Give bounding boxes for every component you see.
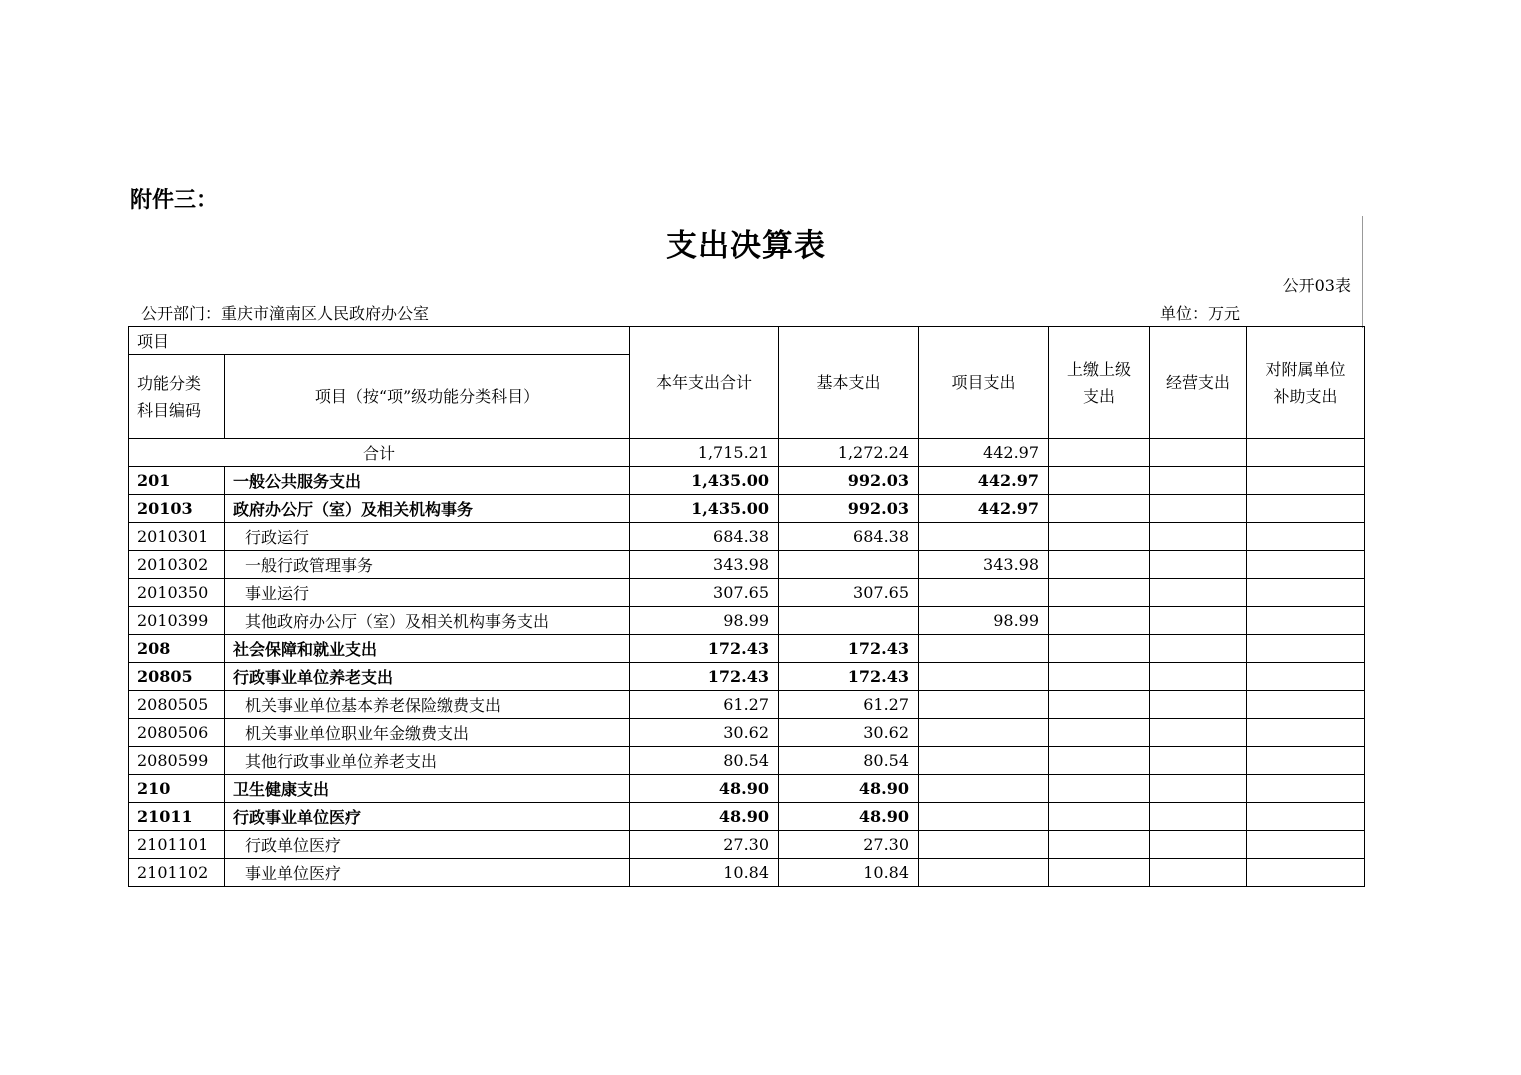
total-total: 1,715.21 xyxy=(630,439,779,467)
header-name: 项目（按“项”级功能分类科目） xyxy=(225,355,630,439)
page-title: 支出决算表 xyxy=(666,228,826,264)
cell-subsidy xyxy=(1247,831,1365,859)
cell-total: 684.38 xyxy=(630,523,779,551)
cell-subsidy xyxy=(1247,747,1365,775)
cell-total: 98.99 xyxy=(630,607,779,635)
table-row xyxy=(129,719,1365,747)
table-row xyxy=(129,607,1365,635)
total-basic: 1,272.24 xyxy=(779,439,919,467)
cell-total: 61.27 xyxy=(630,691,779,719)
cell-name: 机关事业单位基本养老保险缴费支出 xyxy=(225,691,630,719)
cell-project xyxy=(919,719,1049,747)
header-code: 功能分类科目编码 xyxy=(129,355,225,439)
cell-basic: 30.62 xyxy=(779,719,919,747)
cell-business xyxy=(1150,747,1247,775)
cell-basic: 307.65 xyxy=(779,579,919,607)
cell-upper xyxy=(1049,803,1150,831)
cell-business xyxy=(1150,663,1247,691)
cell-code: 201 xyxy=(129,467,225,495)
cell-upper xyxy=(1049,467,1150,495)
cell-total: 48.90 xyxy=(630,803,779,831)
header-project: 项目支出 xyxy=(919,327,1049,439)
table-row xyxy=(129,775,1365,803)
cell-code: 2080506 xyxy=(129,719,225,747)
cell-business xyxy=(1150,831,1247,859)
cell-basic: 992.03 xyxy=(779,495,919,523)
table-row xyxy=(129,495,1365,523)
cell-upper xyxy=(1049,719,1150,747)
cell-project xyxy=(919,775,1049,803)
cell-basic xyxy=(779,607,919,635)
cell-code: 20103 xyxy=(129,495,225,523)
cell-subsidy xyxy=(1247,663,1365,691)
cell-basic: 61.27 xyxy=(779,691,919,719)
cell-subsidy xyxy=(1247,579,1365,607)
cell-project xyxy=(919,635,1049,663)
cell-name: 其他行政事业单位养老支出 xyxy=(225,747,630,775)
cell-business xyxy=(1150,467,1247,495)
cell-project xyxy=(919,747,1049,775)
cell-total: 27.30 xyxy=(630,831,779,859)
table-row xyxy=(129,691,1365,719)
cell-business xyxy=(1150,607,1247,635)
cell-upper xyxy=(1049,663,1150,691)
cell-total: 48.90 xyxy=(630,775,779,803)
cell-project: 442.97 xyxy=(919,495,1049,523)
cell-total: 30.62 xyxy=(630,719,779,747)
cell-code: 2101101 xyxy=(129,831,225,859)
cell-name: 事业运行 xyxy=(225,579,630,607)
cell-upper xyxy=(1049,831,1150,859)
cell-project xyxy=(919,663,1049,691)
cell-upper xyxy=(1049,747,1150,775)
cell-business xyxy=(1150,719,1247,747)
unit-label: 单位：万元 xyxy=(1160,304,1241,323)
cell-business xyxy=(1150,495,1247,523)
header-total: 本年支出合计 xyxy=(630,327,779,439)
cell-upper xyxy=(1049,635,1150,663)
cell-subsidy xyxy=(1247,719,1365,747)
expenditure-table xyxy=(128,326,1365,887)
cell-subsidy xyxy=(1247,803,1365,831)
cell-project xyxy=(919,859,1049,887)
table-row xyxy=(129,803,1365,831)
cell-project: 442.97 xyxy=(919,467,1049,495)
cell-upper xyxy=(1049,495,1150,523)
cell-code: 2101102 xyxy=(129,859,225,887)
header-subsidy: 对附属单位补助支出 xyxy=(1247,327,1365,439)
total-row xyxy=(129,439,1365,467)
total-project: 442.97 xyxy=(919,439,1049,467)
cell-code: 20805 xyxy=(129,663,225,691)
table-row xyxy=(129,747,1365,775)
cell-basic: 80.54 xyxy=(779,747,919,775)
cell-name: 行政运行 xyxy=(225,523,630,551)
header-business: 经营支出 xyxy=(1150,327,1247,439)
cell-basic: 992.03 xyxy=(779,467,919,495)
cell-name: 行政事业单位医疗 xyxy=(225,803,630,831)
cell-code: 2010301 xyxy=(129,523,225,551)
cell-business xyxy=(1150,691,1247,719)
cell-basic: 172.43 xyxy=(779,663,919,691)
cell-name: 社会保障和就业支出 xyxy=(225,635,630,663)
cell-project xyxy=(919,831,1049,859)
cell-code: 2010350 xyxy=(129,579,225,607)
cell-upper xyxy=(1049,775,1150,803)
cell-business xyxy=(1150,803,1247,831)
table-row xyxy=(129,663,1365,691)
cell-basic: 48.90 xyxy=(779,803,919,831)
cell-code: 210 xyxy=(129,775,225,803)
cell-project: 98.99 xyxy=(919,607,1049,635)
table-number: 公开03表 xyxy=(1282,276,1351,295)
cell-total: 172.43 xyxy=(630,663,779,691)
cell-project xyxy=(919,691,1049,719)
department-label: 公开部门：重庆市潼南区人民政府办公室 xyxy=(141,304,430,323)
cell-business xyxy=(1150,523,1247,551)
cell-project xyxy=(919,523,1049,551)
cell-subsidy xyxy=(1247,551,1365,579)
cell-upper xyxy=(1049,551,1150,579)
cell-name: 一般公共服务支出 xyxy=(225,467,630,495)
cell-total: 1,435.00 xyxy=(630,467,779,495)
cell-name: 行政事业单位养老支出 xyxy=(225,663,630,691)
header-basic: 基本支出 xyxy=(779,327,919,439)
table-row xyxy=(129,523,1365,551)
cell-business xyxy=(1150,579,1247,607)
header-upper: 上缴上级支出 xyxy=(1049,327,1150,439)
cell-subsidy xyxy=(1247,859,1365,887)
cell-total: 1,435.00 xyxy=(630,495,779,523)
table-row xyxy=(129,467,1365,495)
cell-code: 2010302 xyxy=(129,551,225,579)
cell-subsidy xyxy=(1247,635,1365,663)
cell-code: 2080505 xyxy=(129,691,225,719)
table-row xyxy=(129,859,1365,887)
cell-subsidy xyxy=(1247,691,1365,719)
cell-subsidy xyxy=(1247,775,1365,803)
cell-business xyxy=(1150,635,1247,663)
header-item: 项目 xyxy=(129,327,630,355)
cell-basic: 10.84 xyxy=(779,859,919,887)
table-row xyxy=(129,551,1365,579)
total-subsidy xyxy=(1247,439,1365,467)
cell-subsidy xyxy=(1247,467,1365,495)
cell-code: 2080599 xyxy=(129,747,225,775)
cell-upper xyxy=(1049,607,1150,635)
cell-name: 行政单位医疗 xyxy=(225,831,630,859)
cell-subsidy xyxy=(1247,523,1365,551)
cell-business xyxy=(1150,859,1247,887)
cell-business xyxy=(1150,551,1247,579)
cell-code: 21011 xyxy=(129,803,225,831)
cell-upper xyxy=(1049,859,1150,887)
cell-basic: 684.38 xyxy=(779,523,919,551)
attachment-label: 附件三： xyxy=(130,187,219,213)
cell-project xyxy=(919,803,1049,831)
cell-upper xyxy=(1049,523,1150,551)
total-label: 合计 xyxy=(129,439,630,467)
cell-business xyxy=(1150,775,1247,803)
total-upper xyxy=(1049,439,1150,467)
table-row xyxy=(129,635,1365,663)
cell-project xyxy=(919,579,1049,607)
cell-basic: 48.90 xyxy=(779,775,919,803)
cell-name: 事业单位医疗 xyxy=(225,859,630,887)
cell-name: 机关事业单位职业年金缴费支出 xyxy=(225,719,630,747)
total-business xyxy=(1150,439,1247,467)
cell-basic: 172.43 xyxy=(779,635,919,663)
cell-total: 80.54 xyxy=(630,747,779,775)
cell-total: 172.43 xyxy=(630,635,779,663)
cell-subsidy xyxy=(1247,607,1365,635)
cell-subsidy xyxy=(1247,495,1365,523)
table-row xyxy=(129,831,1365,859)
cell-name: 一般行政管理事务 xyxy=(225,551,630,579)
cell-total: 307.65 xyxy=(630,579,779,607)
cell-basic xyxy=(779,551,919,579)
cell-project: 343.98 xyxy=(919,551,1049,579)
margin-line xyxy=(1362,216,1363,328)
table-row xyxy=(129,579,1365,607)
cell-basic: 27.30 xyxy=(779,831,919,859)
cell-name: 卫生健康支出 xyxy=(225,775,630,803)
cell-code: 2010399 xyxy=(129,607,225,635)
cell-total: 10.84 xyxy=(630,859,779,887)
cell-total: 343.98 xyxy=(630,551,779,579)
cell-upper xyxy=(1049,691,1150,719)
cell-code: 208 xyxy=(129,635,225,663)
cell-name: 政府办公厅（室）及相关机构事务 xyxy=(225,495,630,523)
cell-upper xyxy=(1049,579,1150,607)
cell-name: 其他政府办公厅（室）及相关机构事务支出 xyxy=(225,607,630,635)
